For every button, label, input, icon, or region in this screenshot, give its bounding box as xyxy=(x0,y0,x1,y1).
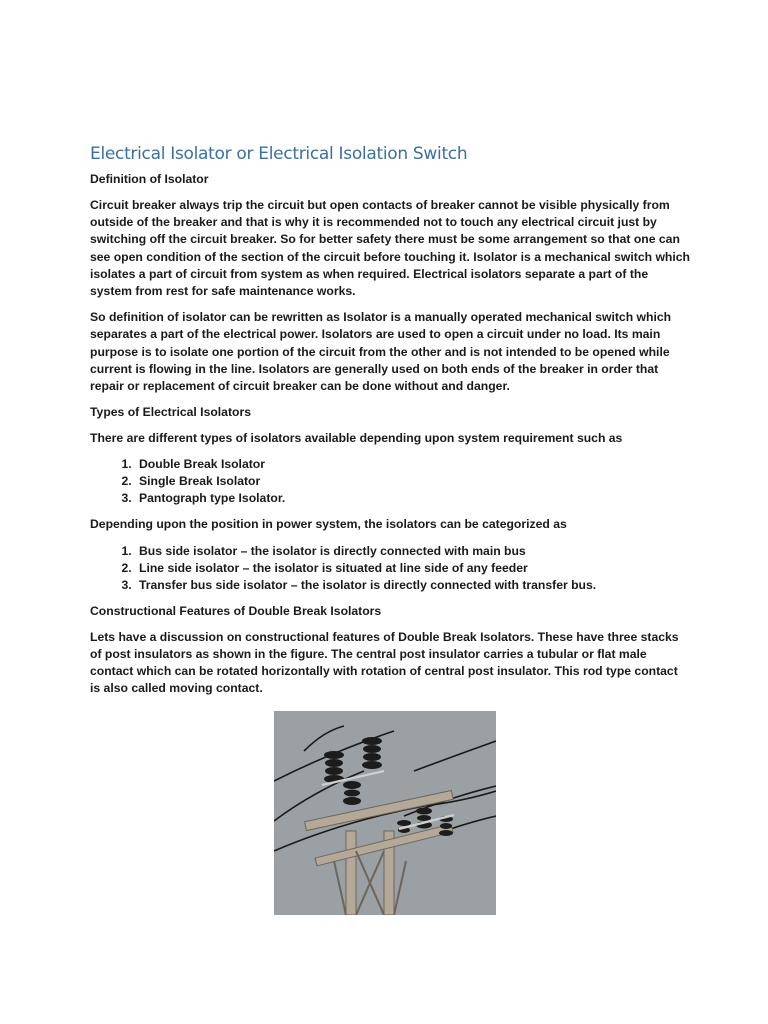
definition-paragraph-1: Circuit breaker always trip the circuit but open contacts of breaker cannot be visible physically from outside of the breaker and that is why it is recommended not to touch any electrical circuit just by switching off the circuit breaker. So for better safety there must be some arrangement so that one can see open condition of the section of the circuit before touching it. Isolator is a mechanical switch which isolates a part of circuit from system as when required. Electrical isolators separate a part of the system from rest for safe maintenance works. xyxy=(90,198,690,299)
position-intro: Depending upon the position in power system, the isolators can be categorized as xyxy=(90,517,567,532)
list-item: 2. Line side isolator – the isolator is situated at line side of any feeder xyxy=(135,560,690,577)
definition-heading: Definition of Isolator xyxy=(90,172,209,186)
document-title: Electrical Isolator or Electrical Isolation Switch xyxy=(90,144,468,164)
constructional-heading: Constructional Features of Double Break Isolators xyxy=(90,603,382,618)
list-item: 1. Double Break Isolator xyxy=(135,456,690,473)
document-page xyxy=(90,143,690,706)
isolator-photo xyxy=(274,711,496,915)
definition-paragraph-2: So definition of isolator can be rewritten as Isolator is a manually operated mechanical switch which separates a part of the electrical power. Isolators are used to open a circuit under no load. Its main purpose is to isolate one portion of the circuit from the other and is not intended to be opened while current is flowing in the line. Isolators are generally used on both ends of the breaker in order that repair or replacement of circuit breaker can be done without and danger. xyxy=(90,310,672,394)
types-list xyxy=(90,456,690,507)
types-intro: There are different types of isolators available depending upon system requirement such as xyxy=(90,431,623,446)
list-item: 1. Bus side isolator – the isolator is directly connected with main bus xyxy=(135,543,690,560)
types-heading: Types of Electrical Isolators xyxy=(90,405,251,420)
position-list xyxy=(90,543,690,594)
constructional-paragraph: Lets have a discussion on constructional features of Double Break Isolators. These have three stacks of post insulators as shown in the figure. The central post insulator carries a tubular or flat male contact which can be rotated horizontally with rotation of central post insulator. This rod type contact is also called moving contact. xyxy=(90,629,679,696)
list-item: 3. Pantograph type Isolator. xyxy=(135,490,690,507)
list-item: 3. Transfer bus side isolator – the isolator is directly connected with transfer bus. xyxy=(135,577,690,594)
list-item: 2. Single Break Isolator xyxy=(135,473,690,490)
